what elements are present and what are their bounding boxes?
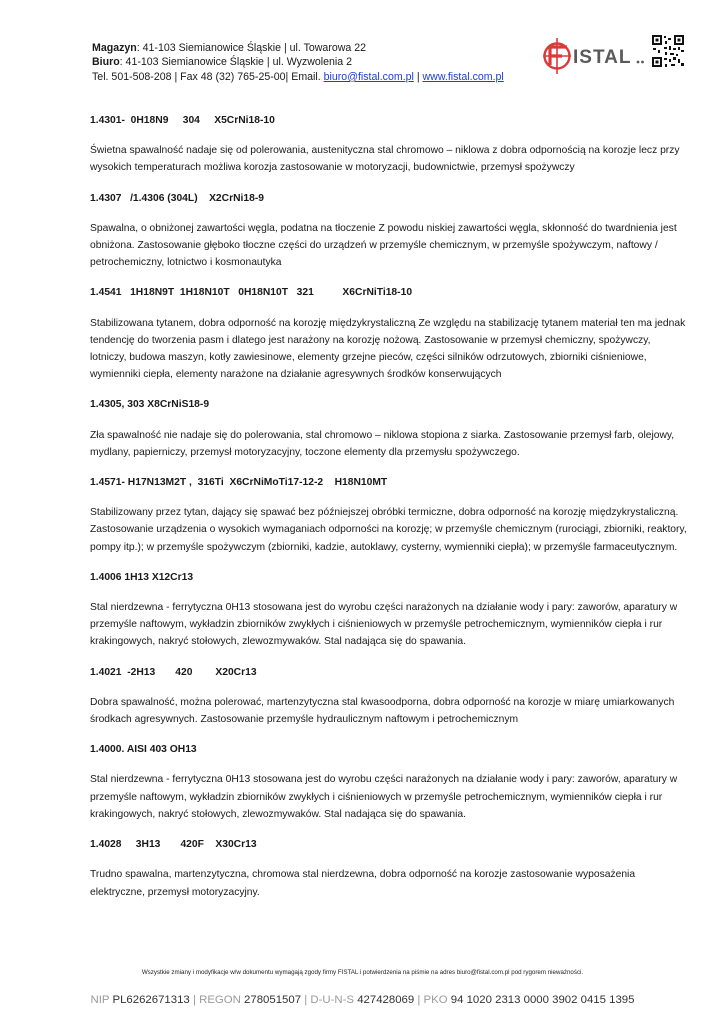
grade-description: Spawalna, o obniżonej zawartości węgla, podatna na tłoczenie Z powodu niskiej zawartości węgla, skłonność do twardnienia jest obniżona. Zastosowanie głęboko tłoczne części do urządzeń w przemyśle chemicznym, w przemyśle spożywczym, naftowy / petrochemiczny, lotnictwo i kosmonautyka <box>90 222 677 269</box>
grade-section <box>90 836 688 901</box>
grade-section <box>90 474 688 556</box>
duns-number: 427428069 <box>357 994 415 1006</box>
website-link[interactable]: www.fistal.com.pl <box>422 70 504 83</box>
disclaimer-note: Wszystkie zmiany i modyfikacje w/w dokumentu wymagają zgody firmy FISTAL i potwierdzenia na piśmie na adres biuro@fistal.com.pl pod rygorem nieważności. <box>141 969 584 976</box>
grade-title: 1.4541 1H18N9T 1H18N10T 0H18N10T 321 X6CrNiTi18-10 <box>90 287 413 299</box>
fistal-logo <box>543 36 645 76</box>
grade-description: Stal nierdzewna - ferrytyczna 0H13 stosowana jest do wyrobu części narażonych na działanie wody i pary: zaworów, aparatury w przemyśle naftowym, wykładzin zbiorników zwykłych i ciśnieniowych w przemyśle petrochemicznym, wymienników ciepła i rur krakingowych, nakryć stołowych, zlewozmywaków. Stal nadająca się do spawania. <box>90 602 678 648</box>
grade-section <box>90 741 688 823</box>
contact-line: Tel. 501-508-208 | Fax 48 (32) 765-25-00| Email. biuro@fistal.com.pl | www.fistal.com.pl <box>92 70 504 83</box>
grade-title: 1.4305, 303 X8CrNiS18-9 <box>90 399 210 411</box>
steel-grades-list <box>90 112 688 914</box>
regon-number: 278051507 <box>244 994 302 1006</box>
grade-title: 1.4307 /1.4306 (304L) X2CrNi18-9 <box>90 192 265 204</box>
grade-description: Dobra spawalność, można polerować, martenzytyczna stal kwasoodporna, dobra odporność na korozje w miarę umiarkowanych środkach agresywnych. Zastosowanie przemyśle hydraulicznym naftowym i petrochemicznym <box>90 696 675 726</box>
grade-description: Trudno spawalna, martenzytyczna, chromowa stal nierdzewna, dobra odporność na korozje zastosowanie wyposażenia elektryczne, przemysł motoryzacyjny. <box>90 869 636 898</box>
warehouse-address: Magazyn: 41-103 Siemianowice Śląskie | ul. Towarowa 22 <box>92 42 367 54</box>
nip-number: PL6262671313 <box>112 994 190 1006</box>
grade-title: 1.4000. AISI 403 OH13 <box>90 744 197 756</box>
email-link[interactable]: biuro@fistal.com.pl <box>323 70 414 83</box>
grade-section <box>90 112 688 177</box>
bank-account-number: 94 1020 2313 0000 3902 0415 1395 <box>450 994 635 1006</box>
grade-title: 1.4006 1H13 X12Cr13 <box>90 571 194 583</box>
qr-code-icon <box>651 34 685 68</box>
grade-section <box>90 569 688 651</box>
grade-section <box>90 284 688 383</box>
svg-text:ISTAL: ISTAL <box>573 47 632 68</box>
grade-description: Stabilizowana tytanem, dobra odporność na korozję międzykrystaliczną Ze względu na stabilizację tytanem materiał ten ma jednak tendencję do tworzenia pasm i dlatego jest narażony na korozję nożową. Zastosowanie w przemysł chemiczny, spożywczy, lotniczy, budowa maszyn, kotły zawiesinowe, elementy grzejne pieców, części silników odrzutowych, zbiorniki ciśnieniowe, wymienniki ciepła, elementy narażone na działanie agresywnych środków konserwujących <box>90 317 686 381</box>
grade-section <box>90 190 688 272</box>
grade-description: Stabilizowany przez tytan, dający się spawać bez późniejszej obróbki termiczne, dobra odporność na korozję międzykrystaliczną. Zastosowanie urządzenia o wysokich wymaganiach odporności na korozję; w przemyśle chemicznym (rurociągi, zbiorniki, reaktory, pompy itp.); w przemyśle spożywczym (zbiorniki, kadzie, autoklawy, cysterny, wymienniki ciepła); w przemyśle farmaceutycznym. <box>90 507 687 553</box>
company-header <box>92 41 504 84</box>
company-identifiers: NIP PL6262671313 | REGON 278051507 | D-U-N-S 427428069 | PKO 94 1020 2313 0000 3902 0415 1395 <box>90 994 635 1006</box>
grade-title: 1.4301- 0H18N9 304 X5CrNi18-10 <box>90 115 275 126</box>
grade-title: 1.4021 -2H13 420 X20Cr13 <box>90 666 257 678</box>
grade-title: 1.4571- H17N13M2T , 316Ti X6CrNiMoTi17-12-2 H18N10MT <box>90 477 388 489</box>
grade-description: Zła spawalność nie nadaje się do polerowania, stal chromowo – niklowa stopiona z siarka. Zastosowanie przemysł farb, olejowy, mydlany, papierniczy, przemysł motoryzacyjny, toczone elementy dla przemysłu spożywczego. <box>90 429 675 458</box>
grade-description: Stal nierdzewna - ferrytyczna 0H13 stosowana jest do wyrobu części narażonych na działanie wody i pary: zaworów, aparatury w przemyśle naftowym, wykładzin zbiorników zwykłych i ciśnieniowych w przemyśle petrochemicznym, wymienników ciepła i rur krakingowych, nakryć stołowych, zlewozmywaków. Stal nadająca się do spawania. <box>90 774 678 820</box>
grade-title: 1.4028 3H13 420F X30Cr13 <box>90 839 257 851</box>
grade-section <box>90 664 688 729</box>
office-address: Biuro: 41-103 Siemianowice Śląskie | ul. Wyzwolenia 2 <box>92 56 352 69</box>
grade-description: Świetna spawalność nadaje się od polerowania, austenityczna stal chromowo – niklowa z dobra odpornością na korozje lecz przy wysokich temperaturach możliwa korozja zastosowanie w motoryzacji, budownictwie, przemysł spożywczy <box>90 145 680 174</box>
grade-section <box>90 396 688 461</box>
